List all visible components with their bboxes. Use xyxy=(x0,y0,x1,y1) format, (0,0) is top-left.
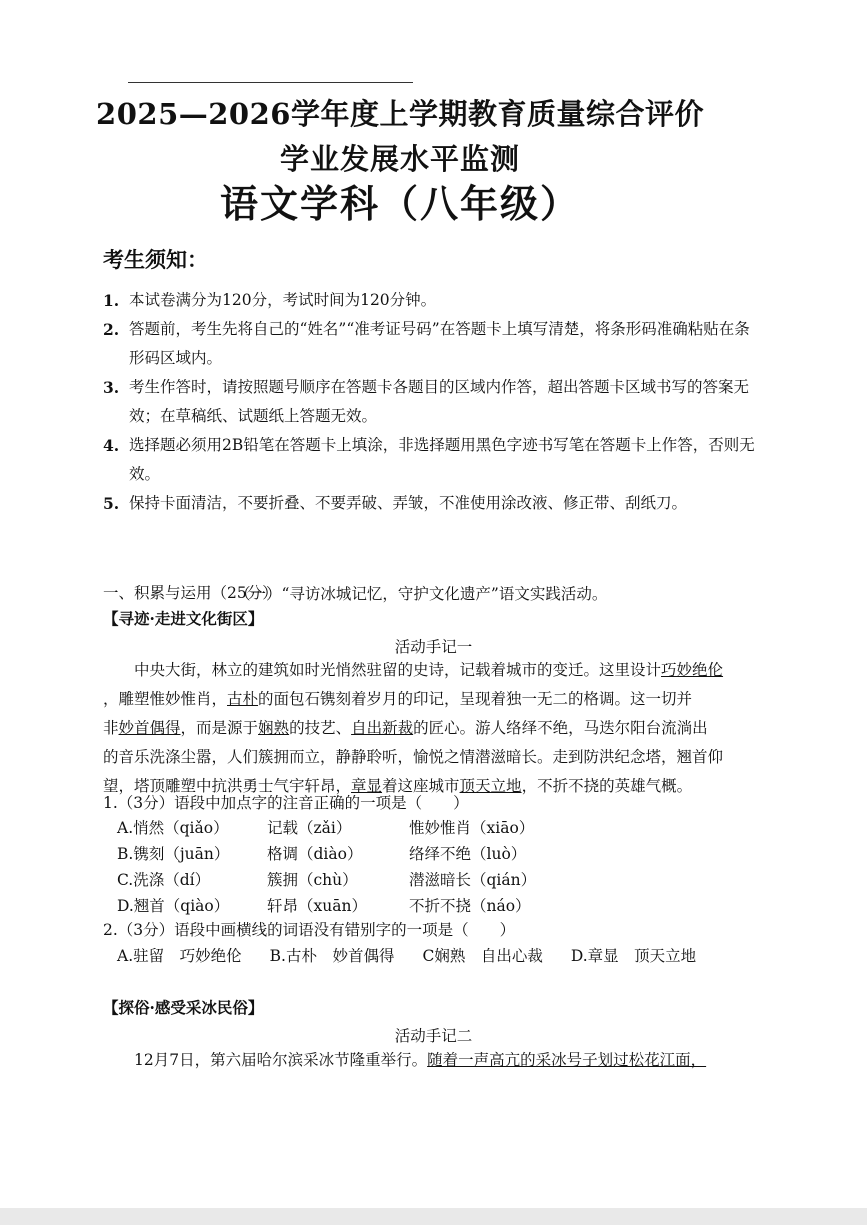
q1-option: 轩昂（xuān） xyxy=(267,897,367,915)
passage-text: ，而是源于 xyxy=(180,719,259,737)
question-2-stem: 2.（3分）语段中画横线的词语没有错别字的一项是（ ） xyxy=(103,921,516,939)
passage-text: 中央大街，林立的建筑如时光悄然驻留的史诗，记载着城市的变迁。这里设计 xyxy=(103,661,662,679)
q1-option: 潜滋暗长（qián） xyxy=(409,871,537,889)
q1-option: 簇拥（chù） xyxy=(267,871,358,889)
part-heading-2: 【探俗·感受采冰民俗】 xyxy=(103,998,264,1017)
passage-text: 的匠心。游人络绎不绝，马迭尔阳台流淌出 xyxy=(413,719,708,737)
underlined-phrase: 古朴 xyxy=(227,690,259,708)
activity-heading-2: 活动手记二 xyxy=(394,1027,473,1045)
notice-text: 答题前，考生先将自己的“姓名”“准考证号码”在答题卡上填写清楚，将条形码准确粘贴在条形码区域内。 xyxy=(129,320,750,367)
passage-line xyxy=(103,743,763,772)
section-subtitle: （一）“寻访冰城记忆，守护文化遗产”语文实践活动。 xyxy=(235,585,608,603)
underlined-phrase: 章显 xyxy=(351,777,383,795)
q2-option: B.古朴 妙首偶得 xyxy=(269,947,395,965)
notice-item xyxy=(103,373,763,431)
q1-option: 格调（diào） xyxy=(267,845,363,863)
q1-option: 记载（zǎi） xyxy=(267,819,352,837)
notice-text: 本试卷满分为120分，考试时间为120分钟。 xyxy=(129,291,437,309)
header-rule xyxy=(128,82,413,83)
q1-option: 不折不挠（náo） xyxy=(409,897,531,915)
notice-text: 保持卡面清洁，不要折叠、不要弄破、弄皱，不准使用涂改液、修正带、刮纸刀。 xyxy=(129,494,688,512)
q2-option: C娴熟 自出心裁 xyxy=(422,947,543,965)
q1-option: C.洗涤（dí） xyxy=(117,871,211,889)
q2-option: D.章显 顶天立地 xyxy=(570,947,697,965)
passage-text: 非 xyxy=(103,719,119,737)
underlined-phrase: 巧妙绝 xyxy=(661,661,708,679)
notice-num: 1. xyxy=(103,291,120,310)
notice-heading: 考生须知： xyxy=(103,247,208,272)
passage-line xyxy=(103,1046,763,1075)
part-heading-1: 【寻迹·走进文化街区】 xyxy=(103,609,264,628)
notice-item xyxy=(103,315,763,373)
passage-text: ，雕塑惟妙惟肖， xyxy=(103,690,228,708)
notice-item xyxy=(103,489,763,518)
q1-option: 惟妙惟肖（xiāo） xyxy=(409,819,535,837)
passage-1 xyxy=(103,656,763,801)
passage-text: 的技艺、 xyxy=(289,719,352,737)
passage-line xyxy=(103,714,763,743)
passage-text: ，不折不挠的英雄气概。 xyxy=(521,777,693,795)
q1-option: A.悄然（qiǎo） xyxy=(117,819,229,837)
q2-option: A.驻留 巧妙绝伦 xyxy=(117,947,242,965)
underlined-phrase: 随着一声高亢的采冰号子划过松花江面， xyxy=(427,1051,707,1069)
underlined-phrase: 妙首偶得 xyxy=(118,719,181,737)
underlined-phrase: 娴熟 xyxy=(258,719,290,737)
notice-text: 选择题必须用2B铅笔在答题卡上填涂，非选择题用黑色字迹书写笔在答题卡上作答，否则无效。 xyxy=(129,436,755,483)
scan-edge xyxy=(0,1208,867,1225)
q1-option: 络绎不绝（luò） xyxy=(409,845,527,863)
activity-heading-1: 活动手记一 xyxy=(394,638,473,656)
notice-num: 2. xyxy=(103,320,120,339)
question-1-stem: 1.（3分）语段中加点字的注音正确的一项是（ ） xyxy=(103,794,469,812)
underlined-phrase: 自出新裁 xyxy=(351,719,414,737)
underlined-phrase: 顶天立地 xyxy=(459,777,522,795)
q1-option: B.镌刻（juān） xyxy=(117,845,230,863)
passage-text: 着这座城市 xyxy=(382,777,460,795)
passage-2 xyxy=(103,1046,763,1075)
passage-line xyxy=(103,685,763,714)
passage-text: 12月7日，第六届哈尔滨采冰节隆重举行。 xyxy=(103,1051,428,1069)
subject-title: 语文学科（八年级） xyxy=(219,181,580,226)
passage-text: 望，塔顶雕塑中抗洪勇士气宇轩昂， xyxy=(103,777,352,795)
passage-line xyxy=(103,656,763,685)
notice-item xyxy=(103,286,763,315)
question-2-options xyxy=(117,944,724,966)
notice-num: 5. xyxy=(103,494,120,513)
section-title: 一、积累与运用（25分） xyxy=(103,584,278,602)
notice-list xyxy=(103,286,763,518)
exam-title: 2025—2026学年度上学期教育质量综合评价 xyxy=(96,97,704,131)
notice-num: 3. xyxy=(103,378,120,397)
underlined-phrase: 伦 xyxy=(707,661,724,679)
passage-text: 的面包石镌刻着岁月的印记，呈现着独一无二的格调。这一切并 xyxy=(258,690,693,708)
notice-num: 4. xyxy=(103,436,120,455)
passage-text: 的音乐洗涤尘嚣，人们簇拥而立，静静聆听，愉悦之情潜滋暗长。走到防洪纪念塔，翘首仰 xyxy=(103,748,724,766)
notice-text: 考生作答时，请按照题号顺序在答题卡各题目的区域内作答，超出答题卡区域书写的答案无效；在草稿纸、试题纸上答题无效。 xyxy=(129,378,750,425)
exam-subtitle: 学业发展水平监测 xyxy=(279,142,520,176)
question-1-options xyxy=(117,815,609,919)
notice-item xyxy=(103,431,763,489)
q1-option: D.翘首（qiào） xyxy=(117,897,230,915)
